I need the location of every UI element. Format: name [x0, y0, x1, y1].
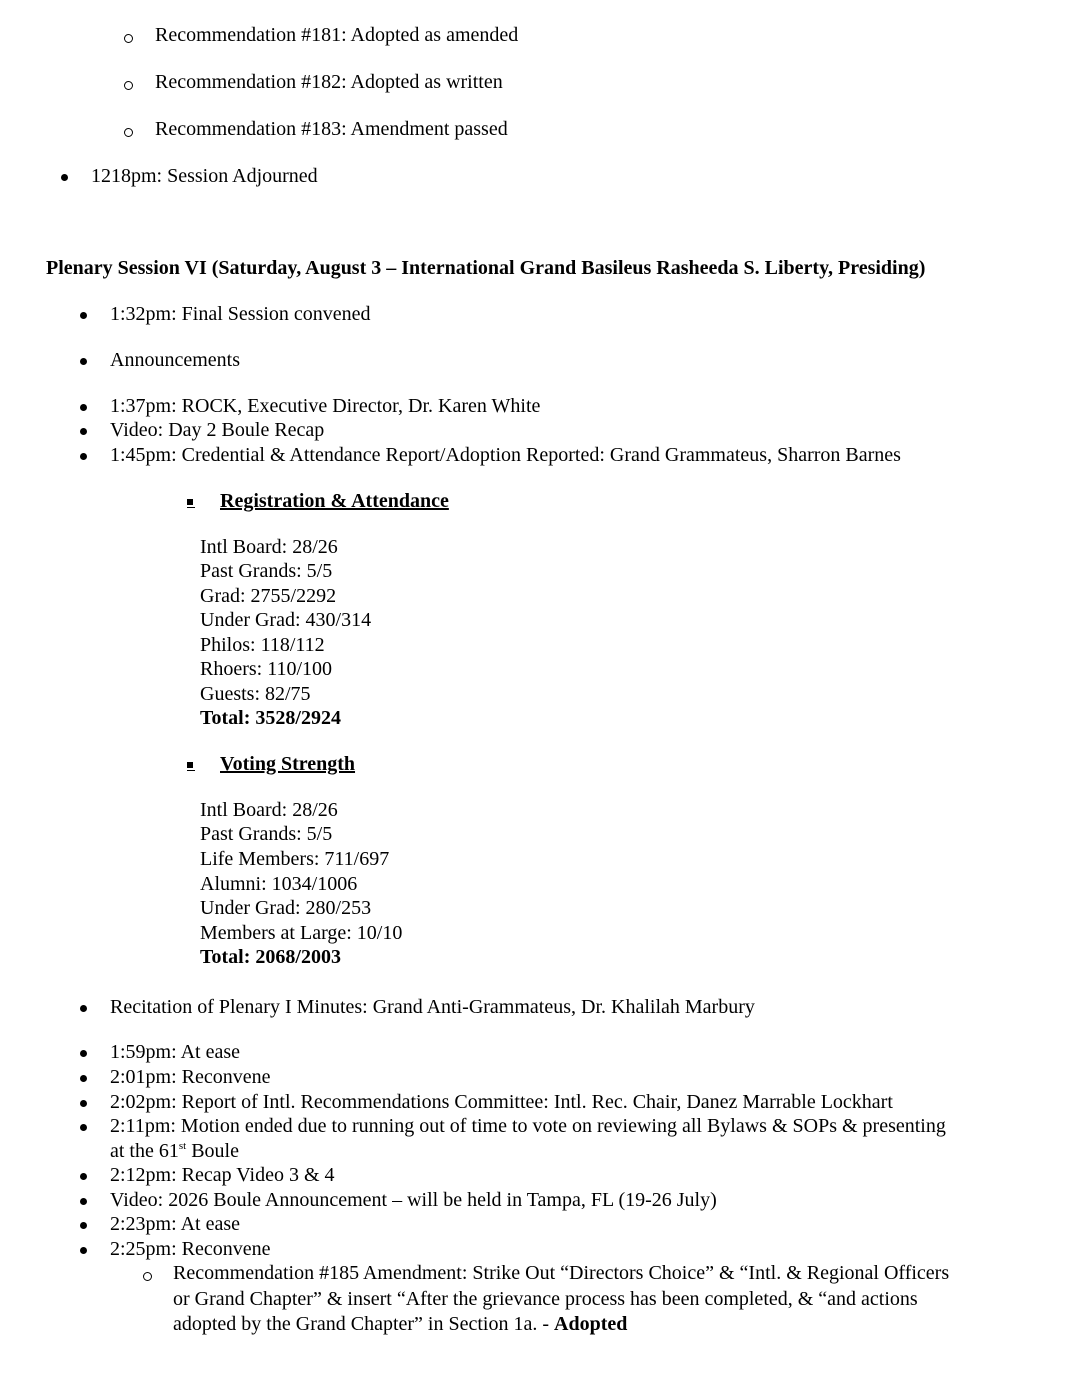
registration-line: Past Grands: 5/5 [200, 560, 333, 582]
bullet-icon [80, 1247, 87, 1254]
list-item: Video: Day 2 Boule Recap [110, 419, 325, 441]
section-heading: Plenary Session VI (Saturday, August 3 – International Grand Basileus Rasheeda S. Liberty, Presiding) [46, 257, 926, 279]
list-item: 1:32pm: Final Session convened [110, 303, 371, 325]
registration-line: Under Grad: 430/314 [200, 609, 372, 631]
voting-title [187, 752, 355, 776]
bullet-icon [80, 1100, 87, 1107]
circle-bullet-icon [143, 1272, 152, 1281]
circle-bullet-icon [124, 128, 133, 137]
list-item: 2:11pm: Motion ended due to running out of time to vote on reviewing all Bylaws & SOPs & presenting [110, 1115, 946, 1137]
registration-line: Intl Board: 28/26 [200, 536, 338, 558]
bullet-icon [80, 312, 87, 319]
list-item-continuation [110, 1139, 239, 1163]
bullet-icon [80, 404, 87, 411]
voting-total: Total: 2068/2003 [200, 946, 341, 968]
motion-text: at the 61 [110, 1140, 179, 1162]
voting-line: Life Members: 711/697 [200, 848, 390, 870]
bullet-icon [80, 1198, 87, 1205]
bullet-icon [80, 1005, 87, 1012]
voting-line: Under Grad: 280/253 [200, 897, 372, 919]
voting-line: Past Grands: 5/5 [200, 823, 333, 845]
bullet-icon [61, 174, 68, 181]
bullet-icon [80, 1075, 87, 1082]
list-item: 2:23pm: At ease [110, 1213, 240, 1235]
list-item: 2:01pm: Reconvene [110, 1066, 271, 1088]
list-item-continuation [173, 1312, 627, 1336]
bullet-icon [80, 428, 87, 435]
voting-line: Intl Board: 28/26 [200, 799, 338, 821]
list-item: Recommendation #182: Adopted as written [155, 71, 503, 93]
list-item: 1:59pm: At ease [110, 1041, 240, 1063]
list-item: Video: 2026 Boule Announcement – will be held in Tampa, FL (19-26 July) [110, 1189, 717, 1211]
bullet-icon [80, 1173, 87, 1180]
list-item: Announcements [110, 349, 240, 371]
list-item: 2:25pm: Reconvene [110, 1238, 271, 1260]
voting-line: Members at Large: 10/10 [200, 922, 403, 944]
voting-line: Alumni: 1034/1006 [200, 873, 358, 895]
status-adopted: Adopted [554, 1313, 628, 1335]
underline-rule [187, 507, 195, 508]
list-item: 2:02pm: Report of Intl. Recommendations Committee: Intl. Rec. Chair, Danez Marrable Lockhart [110, 1091, 893, 1113]
registration-total: Total: 3528/2924 [200, 707, 341, 729]
bullet-icon [80, 358, 87, 365]
ordinal-suffix: st [178, 1140, 187, 1152]
bullet-icon [80, 1050, 87, 1057]
registration-line: Philos: 118/112 [200, 634, 325, 656]
bullet-icon [80, 453, 87, 460]
list-item: Recommendation #183: Amendment passed [155, 118, 508, 140]
registration-line: Grad: 2755/2292 [200, 585, 337, 607]
bullet-icon [80, 1222, 87, 1229]
list-item: Recommendation #181: Adopted as amended [155, 24, 519, 46]
registration-title-text: Registration & Attendance [220, 490, 449, 512]
registration-title [187, 489, 449, 513]
list-item: Recitation of Plenary I Minutes: Grand Anti-Grammateus, Dr. Khalilah Marbury [110, 996, 755, 1018]
underline-rule [187, 770, 195, 771]
registration-line: Guests: 82/75 [200, 683, 311, 705]
circle-bullet-icon [124, 34, 133, 43]
list-item-continuation: or Grand Chapter” & insert “After the grievance process has been completed, & “and actions [173, 1288, 918, 1310]
list-item: 1:37pm: ROCK, Executive Director, Dr. Karen White [110, 395, 541, 417]
rec185-text: adopted by the Grand Chapter” in Section 1a. - [173, 1313, 549, 1335]
list-item: 1218pm: Session Adjourned [91, 165, 318, 187]
circle-bullet-icon [124, 81, 133, 90]
motion-text-end: Boule [186, 1140, 239, 1162]
list-item: 2:12pm: Recap Video 3 & 4 [110, 1164, 335, 1186]
voting-title-text: Voting Strength [220, 753, 356, 775]
bullet-icon [80, 1124, 87, 1131]
registration-line: Rhoers: 110/100 [200, 658, 333, 680]
list-item: Recommendation #185 Amendment: Strike Out “Directors Choice” & “Intl. & Regional Officers [173, 1262, 950, 1284]
list-item: 1:45pm: Credential & Attendance Report/Adoption Reported: Grand Grammateus, Sharron Barnes [110, 444, 901, 466]
